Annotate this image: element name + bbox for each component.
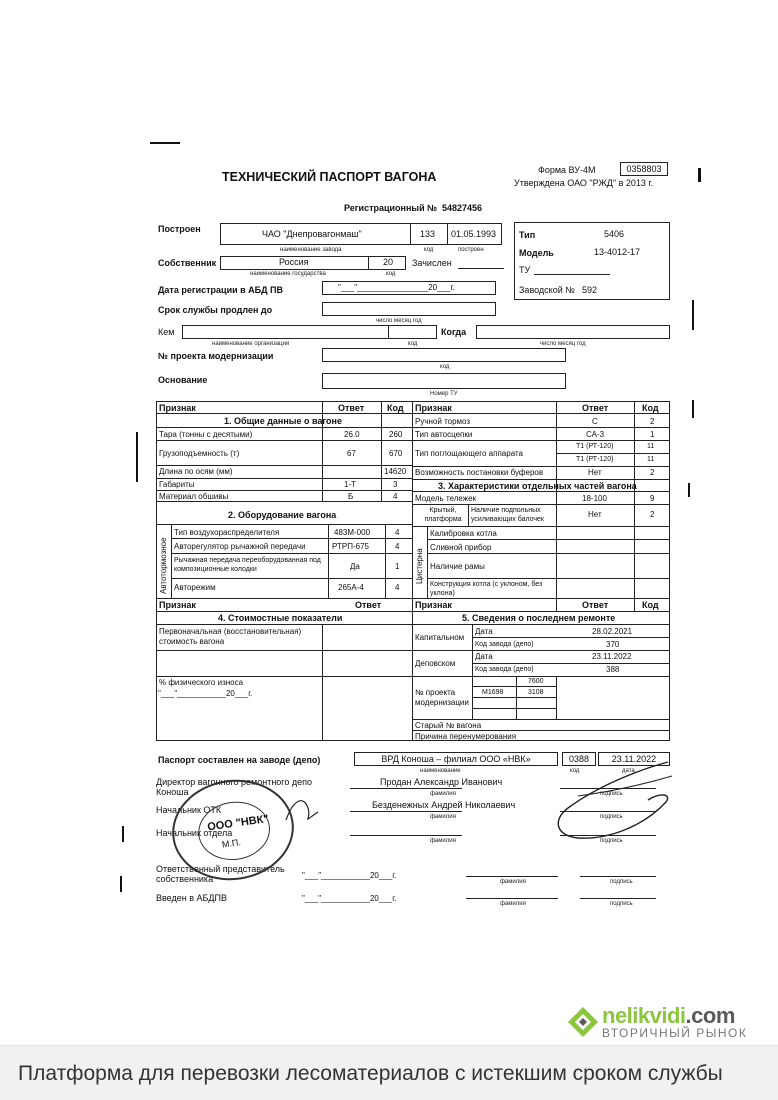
scan-mark [692, 300, 694, 330]
brake-row-3-label: Рычажная передача переоборудованная под композиционные колодки [174, 557, 321, 573]
otk-head-name: Безденежных Андрей Николаевич [372, 800, 516, 810]
reg-number: 54827456 [442, 203, 483, 213]
depot-date-label: Дата [475, 652, 493, 661]
caption-code-3: код [408, 341, 418, 347]
depot-label: Деповском [415, 659, 456, 668]
tank-row-4: Конструкция котла (с уклоном, без уклона) [430, 581, 543, 597]
reg-label: Регистрационный № [344, 203, 438, 213]
responsible-date: "___"___________20___г. [302, 871, 397, 880]
caption-built: построен [458, 247, 484, 253]
caption-date-3: дата [622, 768, 635, 774]
caption-surname-5: фамилия [500, 901, 526, 907]
row-coupler-answer: СА-3 [586, 430, 605, 439]
scan-mark [120, 876, 122, 892]
col-answer-right: Ответ [582, 403, 609, 413]
brake-row-2-label: Авторегулятор рычажной передачи [174, 542, 306, 551]
tank-row-2: Сливной прибор [430, 543, 492, 552]
row-handbrake-answer: С [592, 417, 598, 426]
col-answer-left-2: Ответ [355, 600, 382, 610]
otk-head-label: Начальник ОТК [156, 805, 222, 815]
service-box [322, 302, 496, 316]
caption-code-4: код [440, 364, 450, 370]
capital-code-value: 370 [606, 640, 620, 649]
brake-row-1-code: 4 [395, 528, 400, 537]
brake-row-2-answer: РТРП-675 [332, 542, 369, 551]
row-material-answer: Б [348, 492, 354, 501]
row-buffers-answer: Нет [588, 468, 602, 477]
scan-mark [692, 400, 694, 418]
compiled-value: ВРД Коноша – филиал ООО «НВК» [354, 752, 558, 766]
col-answer-left: Ответ [338, 403, 365, 413]
caption-sign-2: подпись [600, 814, 623, 820]
row-tare-code: 260 [389, 430, 403, 439]
col-answer-right-2: Ответ [582, 600, 609, 610]
brake-row-3-answer: Да [350, 562, 360, 571]
row-material-code: 4 [393, 492, 398, 501]
capital-date-value: 28.02.2021 [592, 627, 633, 636]
caption-sign-1: подпись [600, 791, 623, 797]
col-sign-right-2: Признак [415, 600, 452, 610]
form-number: 0358803 [620, 162, 668, 176]
old-number-label: Старый № вагона [415, 721, 482, 730]
row-tare-answer: 26.0 [344, 430, 360, 439]
abd-label: Дата регистрации в АБД ПВ [158, 285, 284, 295]
owner-value: Россия [279, 257, 309, 267]
project-box [322, 348, 566, 362]
compiled-label: Паспорт составлен на заводе (депо) [158, 755, 321, 765]
document-title: ТЕХНИЧЕСКИЙ ПАСПОРТ ВАГОНА [222, 170, 437, 184]
row-absorber-answer-1: Т1 (РТ-120) [576, 443, 614, 450]
stamp-inner-ring [194, 797, 273, 864]
caption-state: наименование государства [250, 271, 326, 277]
renumber-label: Причина перенумерования [415, 732, 517, 741]
serial-value: 592 [582, 285, 598, 295]
caption-tu: Номер ТУ [430, 391, 458, 397]
factory-name: ЧАО "Днепровагонмаш" [262, 229, 362, 239]
when-box [476, 325, 670, 339]
logo-tld: .com [685, 1003, 735, 1028]
model-label: Модель [519, 248, 554, 258]
modern-value-2: М1698 [482, 689, 504, 696]
service-label: Срок службы продлен до [158, 305, 273, 315]
col-code-right: Код [642, 403, 659, 413]
row-length-code: 14620 [384, 467, 407, 476]
factory-code: 133 [420, 229, 436, 239]
row-coupler-label: Тип автосцепки [415, 430, 473, 439]
col-code-left: Код [387, 403, 404, 413]
col-code-right-2: Код [642, 600, 659, 610]
brake-row-3-code: 1 [395, 562, 400, 571]
modern-value-1: 7600 [528, 678, 544, 685]
caption-factory: наименование завода [280, 247, 342, 253]
stamp-company: ООО "НВК" [206, 813, 270, 834]
type-value: 5406 [604, 229, 625, 239]
caption-surname-2: фамилия [430, 814, 456, 820]
whom-label: Кем [158, 327, 175, 337]
row-coupler-code: 1 [650, 430, 655, 439]
logo-word: nelikvidi [602, 1003, 686, 1028]
row-bogie-code: 9 [650, 494, 655, 503]
row-buffers-code: 2 [650, 468, 655, 477]
caption-org: наименование организации [212, 341, 290, 347]
logo-leaf-icon [566, 1005, 600, 1039]
approved-text: Утверждена ОАО "РЖД" в 2013 г. [514, 178, 654, 188]
platform-label: Крытый, платформа [424, 507, 462, 523]
enrolled-label: Зачислен [412, 258, 452, 268]
row-gabarit-label: Габариты [159, 480, 195, 489]
section-3-title: 3. Характеристики отдельных частей вагона [438, 481, 637, 491]
row-absorber-code-1: 11 [647, 443, 655, 450]
scan-mark [122, 826, 124, 842]
brake-row-1-label: Тип воздухораспределителя [174, 528, 280, 537]
logo-subtitle: ВТОРИЧНЫЙ РЫНОК [602, 1026, 748, 1040]
section-2-title: 2. Оборудование вагона [228, 510, 337, 520]
beams-label: Наличие подпольных усиливающих балочек [471, 507, 544, 523]
row-tare-label: Тара (тонны с десятыми) [159, 430, 253, 439]
entered-date: "___"___________20___г. [302, 894, 397, 903]
section-5-title: 5. Сведения о последнем ремонте [462, 613, 616, 623]
scan-mark [698, 168, 701, 182]
compiled-code: 0388 [562, 752, 596, 766]
beams-code: 2 [650, 510, 655, 519]
caption-sign-4: подпись [610, 879, 633, 885]
caption-footer [0, 1046, 778, 1100]
section-4-title: 4. Стоимостные показатели [218, 613, 343, 623]
scan-mark [150, 142, 180, 144]
tank-label: Цистерна [415, 548, 424, 584]
form-name: Форма ВУ-4М [538, 165, 596, 175]
whom-box [182, 325, 437, 339]
row-material-label: Материал обшивы [159, 492, 229, 501]
listing-title: Платформа для перевозки лесоматериалов с истекшим сроком службы [18, 1062, 723, 1085]
wear-label: % физического износа [159, 678, 244, 687]
row-absorber-code-2: 11 [647, 456, 655, 463]
brake-row-2-code: 4 [395, 542, 400, 551]
section-1-title: 1. Общие данные о вагоне [224, 416, 342, 426]
when-label: Когда [441, 327, 467, 337]
brake-row-4-label: Авторежим [174, 583, 216, 592]
depot-code-value: 388 [606, 665, 620, 674]
row-bogie-answer: 18-100 [582, 494, 607, 503]
built-label: Построен [158, 224, 201, 234]
caption-date: число месяц год [376, 318, 422, 324]
caption-sign-5: подпись [610, 901, 633, 907]
owner-label: Собственник [158, 258, 217, 268]
stamp-mp: М.П. [221, 837, 242, 850]
caption-code-5: код [570, 768, 580, 774]
col-sign-right: Признак [415, 403, 452, 413]
compiled-date: 23.11.2022 [598, 752, 670, 766]
otk-signature [282, 790, 322, 830]
row-capacity-code: 670 [389, 449, 403, 458]
row-absorber-answer-2: Т1 (РТ-120) [576, 456, 614, 463]
wear-date-blank: "___"___________20___г. [158, 689, 253, 698]
col-sign-left-2: Признак [159, 600, 196, 610]
beams-answer: Нет [588, 510, 602, 519]
caption-surname-3: фамилия [430, 838, 456, 844]
capital-label: Капитальном [415, 633, 465, 642]
row-gabarit-code: 3 [393, 480, 398, 489]
tank-row-1: Калибровка котла [430, 529, 497, 538]
autobrake-label: Автотормозное [159, 537, 168, 594]
capital-code-label: Код завода (депо) [475, 641, 534, 648]
basis-label: Основание [158, 375, 208, 385]
built-date: 01.05.1993 [451, 229, 497, 239]
cost-initial-label: Первоначальная (восстановительная) стоимость вагона [159, 627, 302, 646]
caption-date-2: число месяц год [540, 341, 586, 347]
scan-mark [136, 432, 138, 482]
caption-code: код [424, 247, 434, 253]
responsible-label: Ответственный представитель собственника [156, 864, 285, 884]
row-gabarit-answer: 1-Т [344, 480, 356, 489]
brake-row-4-answer: 265А-4 [338, 583, 364, 592]
basis-box [322, 373, 566, 389]
brake-row-4-code: 4 [395, 583, 400, 592]
tank-row-3: Наличие рамы [430, 562, 485, 571]
entered-label: Введен в АБДПВ [156, 893, 227, 903]
owner-code: 20 [383, 257, 394, 267]
model-value: 13-4012-17 [594, 247, 641, 257]
serial-label: Заводской № [519, 285, 575, 295]
row-buffers-label: Возможность постановки буферов [415, 468, 544, 477]
depot-code-label: Код завода (депо) [475, 666, 534, 673]
nelikvidi-logo [566, 1003, 766, 1041]
director-label: Директор вагонного ремонтного депо Коноша [156, 777, 313, 797]
row-bogie-label: Модель тележек [415, 494, 477, 503]
row-handbrake-label: Ручной тормоз [415, 417, 471, 426]
caption-surname-4: фамилия [500, 879, 526, 885]
caption-name: наименование [420, 768, 461, 774]
capital-date-label: Дата [475, 627, 493, 636]
director-signature [548, 756, 678, 846]
type-label: Тип [519, 230, 536, 240]
section-head-label: Начальник отдела [156, 828, 233, 838]
modern-label: № проекта модернизации [415, 688, 469, 707]
row-handbrake-code: 2 [650, 417, 655, 426]
abd-date-blank: "___"________________20___г. [338, 283, 455, 292]
depot-date-value: 23.11.2022 [592, 652, 632, 661]
modern-value-3: 3108 [528, 689, 544, 696]
row-capacity-label: Грузоподъемность (т) [159, 449, 240, 458]
brake-row-1-answer: 483М-000 [334, 528, 371, 537]
tu-label: ТУ [519, 265, 531, 275]
project-label: № проекта модернизации [158, 351, 274, 361]
col-sign-left: Признак [159, 403, 196, 413]
caption-surname-1: фамилия [430, 791, 456, 797]
row-absorber-label: Тип поглощающего аппарата [415, 449, 523, 458]
row-length-label: Длина по осям (мм) [159, 467, 233, 476]
owner-box [220, 256, 406, 270]
caption-code-2: код [386, 271, 396, 277]
row-capacity-answer: 67 [347, 449, 356, 458]
caption-sign-3: подпись [600, 838, 623, 844]
director-name: Продан Александр Иванович [380, 777, 503, 787]
scan-mark [688, 483, 690, 497]
